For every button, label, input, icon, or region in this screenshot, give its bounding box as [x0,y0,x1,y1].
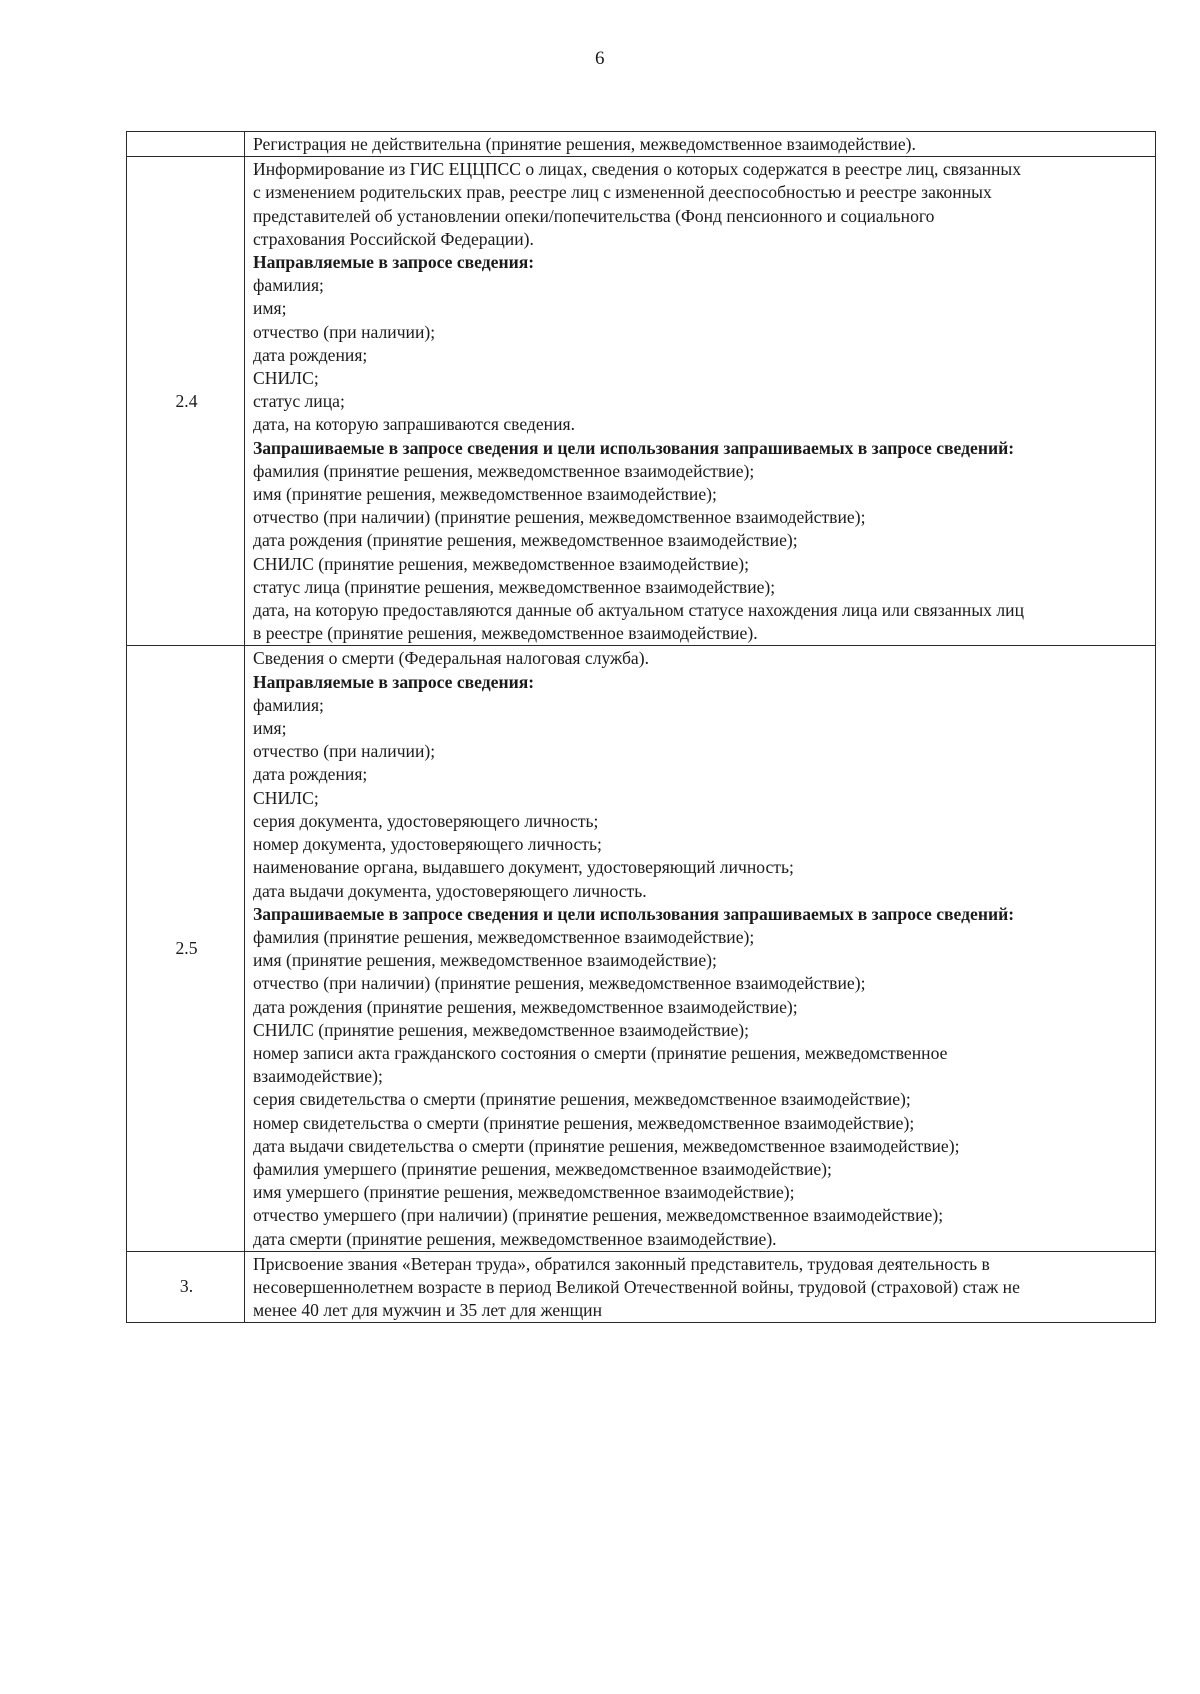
text-line: фамилия; [253,275,324,296]
table-row [127,132,1156,157]
row-content-cell [245,1251,1156,1323]
text-line: СНИЛС; [253,787,319,808]
text-line: отчество (при наличии); [253,321,436,342]
row-content-cell [245,157,1156,646]
table-row [127,1251,1156,1323]
text-line: номер записи акта гражданского состояния о смерти (принятие решения, межведомственное [253,1042,948,1063]
table-row [127,646,1156,1251]
text-line: статус лица (принятие решения, межведомственное взаимодействие); [253,576,776,597]
text-line: наименование органа, выдавшего документ, удостоверяющий личность; [253,857,794,878]
text-line: в реестре (принятие решения, межведомственное взаимодействие). [253,623,758,644]
section-heading-line: Направляемые в запросе сведения: [253,252,535,273]
text-line: Регистрация не действительна (принятие решения, межведомственное взаимодействие). [253,134,916,154]
page-number: 6 [595,48,605,69]
row-content [253,1252,1149,1323]
row-number-cell [127,132,245,157]
row-content-cell [245,132,1156,157]
text-line: отчество умершего (при наличии) (принятие решения, межведомственное взаимодействие); [253,1205,944,1226]
row-content-cell [245,646,1156,1251]
row-number-cell: 2.5 [127,646,245,1251]
text-line: имя; [253,298,287,319]
text-line: статус лица; [253,391,345,412]
text-line: Присвоение звания «Ветеран труда», обратился законный представитель, трудовая деятельность в [253,1253,990,1274]
text-line: Сведения о смерти (Федеральная налоговая служба). [253,648,649,669]
text-line: дата рождения (принятие решения, межведомственное взаимодействие); [253,530,798,551]
text-line: Информирование из ГИС ЕЦЦПСС о лицах, сведения о которых содержатся в реестре лиц, связанных [253,159,1022,180]
row-content [253,157,1149,645]
section-heading-line: Запрашиваемые в запросе сведения и цели использования запрашиваемых в запросе сведений: [253,437,1015,458]
text-line: дата рождения (принятие решения, межведомственное взаимодействие); [253,996,798,1017]
text-line: представителей об установлении опеки/попечительства (Фонд пенсионного и социального [253,205,935,226]
text-line: дата, на которую запрашиваются сведения. [253,414,575,435]
text-line: имя умершего (принятие решения, межведомственное взаимодействие); [253,1182,795,1203]
text-line: отчество (при наличии) (принятие решения, межведомственное взаимодействие); [253,507,866,528]
text-line: серия документа, удостоверяющего личность; [253,810,599,831]
section-heading-line: Запрашиваемые в запросе сведения и цели использования запрашиваемых в запросе сведений: [253,903,1015,924]
text-line: СНИЛС (принятие решения, межведомственное взаимодействие); [253,553,750,574]
text-line: серия свидетельства о смерти (принятие решения, межведомственное взаимодействие); [253,1089,911,1110]
text-line: несовершеннолетнем возрасте в период Великой Отечественной войны, трудовой (страховой) стаж не [253,1276,1020,1297]
row-number-cell: 3. [127,1251,245,1323]
table-body [127,132,1156,1323]
row-number-cell: 2.4 [127,157,245,646]
table-row [127,157,1156,646]
text-line: дата смерти (принятие решения, межведомственное взаимодействие). [253,1228,777,1249]
text-line: фамилия (принятие решения, межведомственное взаимодействие); [253,460,755,481]
text-line: фамилия; [253,694,324,715]
section-heading-line: Направляемые в запросе сведения: [253,671,535,692]
text-line: СНИЛС; [253,368,319,389]
text-line: номер документа, удостоверяющего личность; [253,834,602,855]
requirements-table [126,131,1156,1323]
text-line: отчество (при наличии) (принятие решения, межведомственное взаимодействие); [253,973,866,994]
row-content [253,132,1149,156]
text-line: имя (принятие решения, межведомственное взаимодействие); [253,484,717,505]
row-content [253,646,1149,1250]
text-line: имя; [253,718,287,739]
text-line: взаимодействие); [253,1066,383,1087]
text-line: СНИЛС (принятие решения, межведомственное взаимодействие); [253,1019,750,1040]
text-line: дата выдачи документа, удостоверяющего личность. [253,880,647,901]
text-line: отчество (при наличии); [253,741,436,762]
text-line: имя (принятие решения, межведомственное взаимодействие); [253,950,717,971]
text-line: дата рождения; [253,344,368,365]
text-line: дата выдачи свидетельства о смерти (принятие решения, межведомственное взаимодействие); [253,1135,960,1156]
text-line: с изменением родительских прав, реестре лиц с измененной дееспособностью и реестре законных [253,182,992,203]
text-line: дата рождения; [253,764,368,785]
text-line: фамилия умершего (принятие решения, межведомственное взаимодействие); [253,1158,832,1179]
text-line: дата, на которую предоставляются данные об актуальном статусе нахождения лица или связанных лиц [253,600,1024,621]
text-line: номер свидетельства о смерти (принятие решения, межведомственное взаимодействие); [253,1112,915,1133]
text-line: страхования Российской Федерации). [253,228,534,249]
text-line: менее 40 лет для мужчин и 35 лет для женщин [253,1300,602,1321]
text-line: фамилия (принятие решения, межведомственное взаимодействие); [253,926,755,947]
